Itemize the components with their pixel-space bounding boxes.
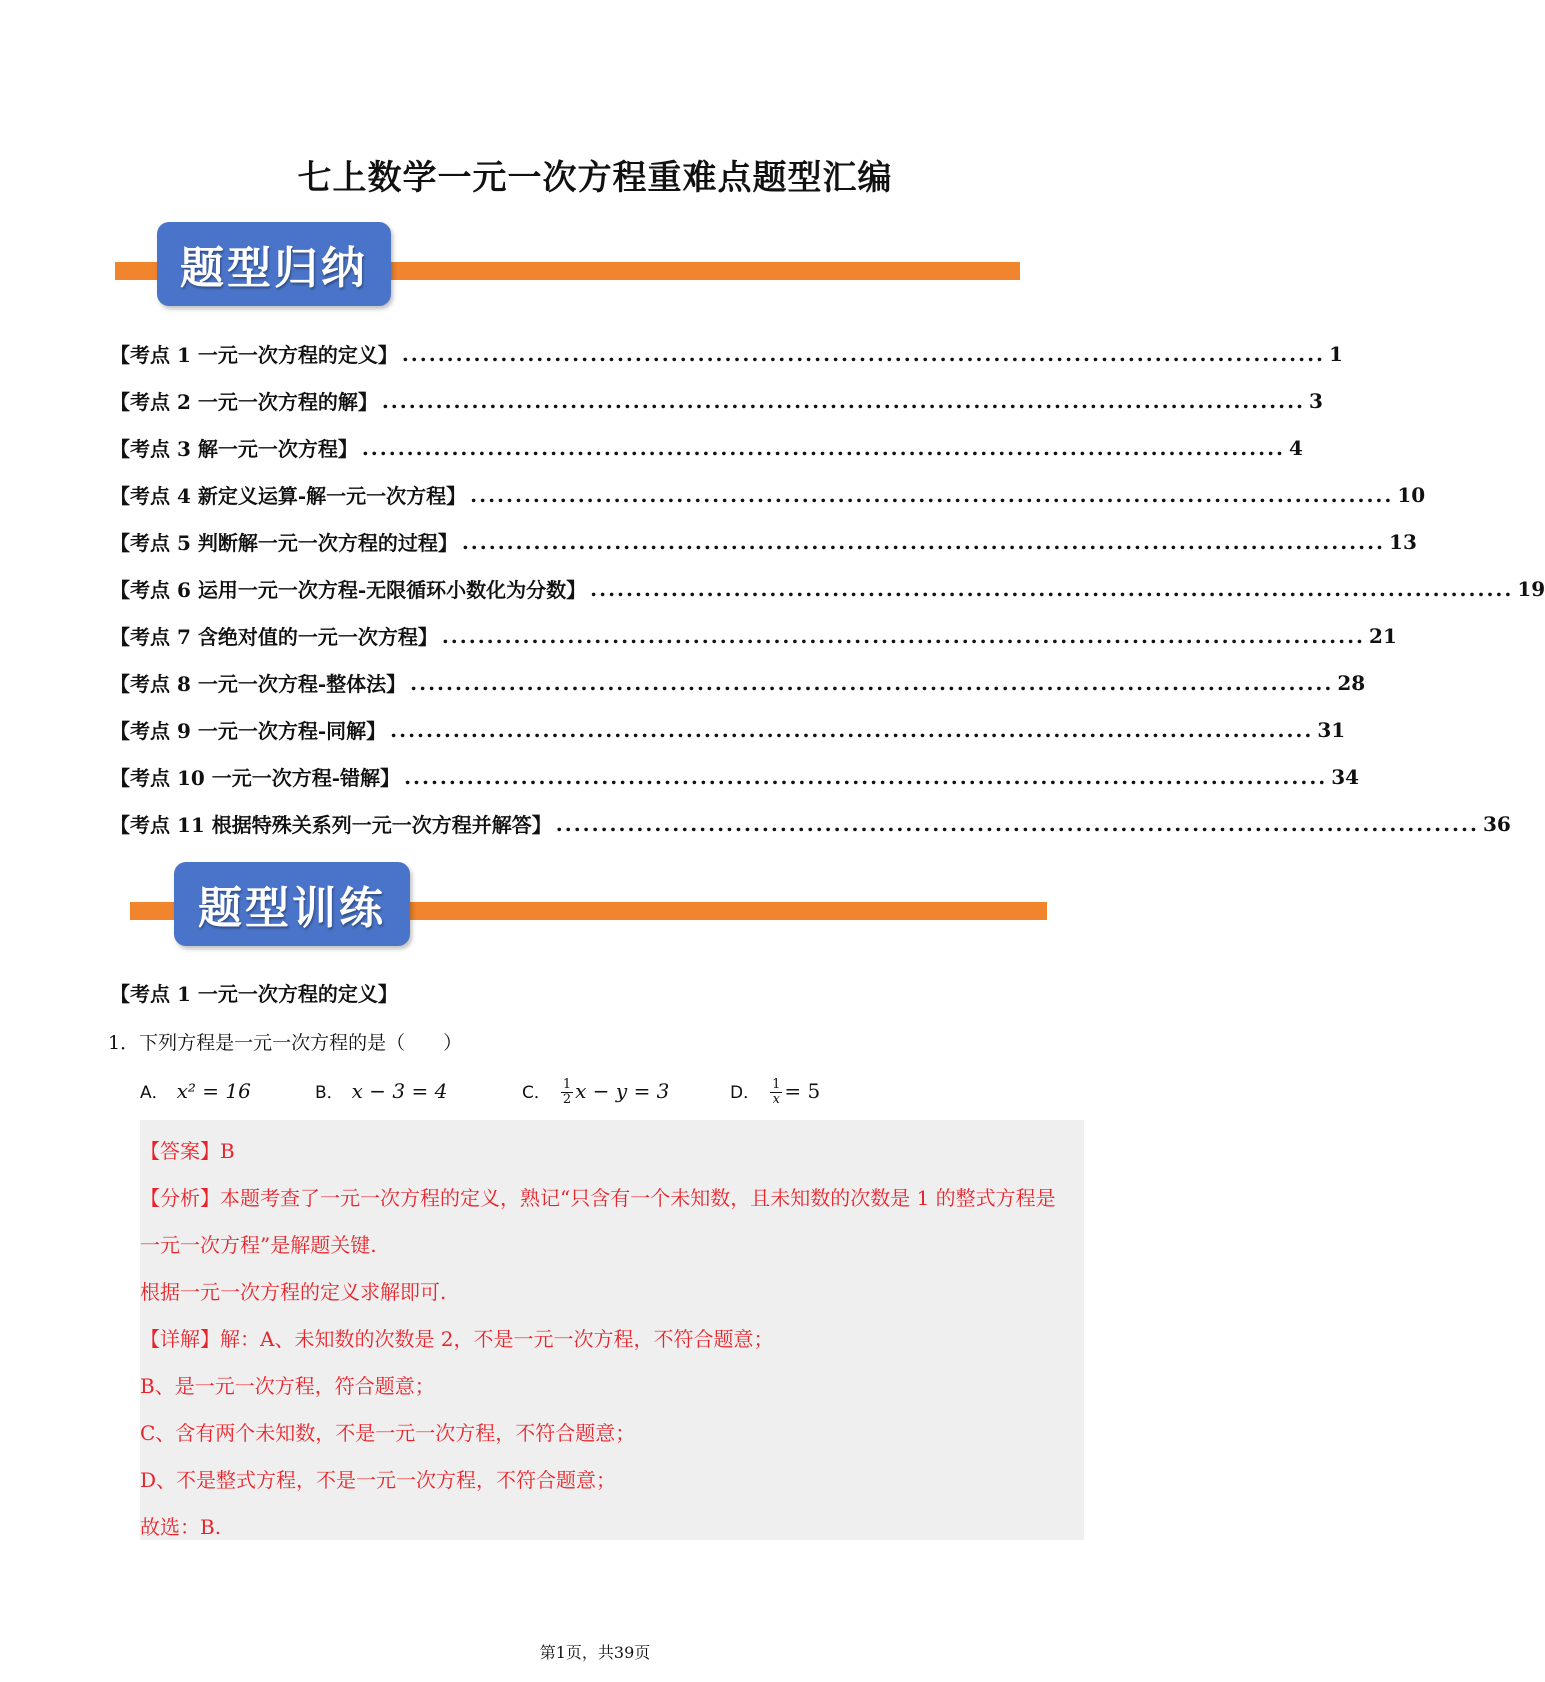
toc-label: 【考点 6 运用一元一次方程-无限循环小数化为分数】 [110, 574, 590, 603]
option-key: D． [730, 1083, 761, 1103]
toc-leader: ....................................................................................................... [404, 764, 1328, 789]
toc-item-10[interactable] [110, 753, 1360, 800]
fraction [561, 1078, 573, 1107]
analysis-line: 一元一次方程”是解题关键. [140, 1233, 377, 1257]
toc-page: 21 [1369, 623, 1397, 648]
toc-label: 【考点 2 一元一次方程的解】 [110, 386, 382, 415]
toc-label: 【考点 5 判断解一元一次方程的过程】 [110, 527, 462, 556]
toc-label: 【考点 3 解一元一次方程】 [110, 433, 362, 462]
detail-line: B、是一元一次方程，符合题意； [140, 1374, 435, 1398]
toc-item-1[interactable] [110, 330, 1343, 377]
section-heading: 【考点 1 一元一次方程的定义】 [110, 982, 398, 1006]
toc-page: 19 [1517, 576, 1545, 601]
option-b [315, 1078, 447, 1103]
toc-leader: ....................................................................................................... [401, 341, 1326, 366]
toc-item-4[interactable] [110, 471, 1426, 518]
toc-label: 【考点 9 一元一次方程-同解】 [110, 715, 390, 744]
option-expression: x − 3 = 4 [351, 1079, 448, 1103]
option-expression: x² = 16 [176, 1079, 251, 1103]
option-expression: = 5 [784, 1079, 821, 1103]
toc-leader: ....................................................................................................... [361, 435, 1286, 460]
toc-page: 34 [1331, 764, 1360, 789]
toc-page: 10 [1397, 482, 1426, 507]
answer-line: 【答案】B [140, 1139, 235, 1163]
page-footer: 第1页，共39页 [539, 1643, 651, 1662]
toc-leader: ....................................................................................................... [470, 482, 1394, 507]
summary-badge: 题型归纳 [157, 222, 391, 306]
detail-line: 【详解】解：A、未知数的次数是 2，不是一元一次方程，不符合题意； [140, 1327, 774, 1351]
fraction-denominator: 2 [562, 1092, 572, 1107]
table-of-contents [110, 330, 1545, 847]
toc-leader: ....................................................................................................... [461, 529, 1386, 554]
toc-label: 【考点 11 根据特殊关系列一元一次方程并解答】 [110, 809, 556, 838]
fraction-numerator: 1 [562, 1077, 572, 1092]
toc-leader: ....................................................................................................... [390, 717, 1314, 742]
question-stem: 1．下列方程是一元一次方程的是（ ） [108, 1032, 463, 1054]
toc-label: 【考点 8 一元一次方程-整体法】 [110, 668, 410, 697]
toc-leader: ....................................................................................................... [590, 576, 1514, 601]
training-banner [130, 862, 1047, 952]
detail-line: D、不是整式方程，不是一元一次方程，不符合题意； [140, 1468, 617, 1492]
toc-leader: ....................................................................................................... [410, 670, 1334, 695]
analysis-line: 【分析】本题考查了一元一次方程的定义，熟记“只含有一个未知数，且未知数的次数是 1 的整式方程是 [140, 1186, 1056, 1210]
option-key: A． [140, 1083, 169, 1103]
option-a [140, 1078, 251, 1103]
analysis-line: 根据一元一次方程的定义求解即可. [140, 1280, 447, 1304]
toc-page: 31 [1317, 717, 1346, 742]
toc-page: 36 [1482, 811, 1511, 836]
conclusion-line: 故选：B. [140, 1515, 222, 1539]
fraction [770, 1078, 782, 1107]
toc-item-9[interactable] [110, 706, 1346, 753]
toc-page: 28 [1337, 670, 1366, 695]
toc-item-6[interactable] [110, 565, 1545, 612]
toc-label: 【考点 1 一元一次方程的定义】 [110, 339, 402, 368]
toc-leader: ....................................................................................................... [555, 811, 1479, 836]
page-title: 七上数学一元一次方程重难点题型汇编 [297, 158, 893, 198]
toc-item-7[interactable] [110, 612, 1397, 659]
fraction-denominator: x [772, 1092, 780, 1107]
toc-item-3[interactable] [110, 424, 1303, 471]
training-badge: 题型训练 [174, 862, 410, 946]
toc-page: 1 [1329, 341, 1343, 366]
toc-item-11[interactable] [110, 800, 1511, 847]
toc-item-5[interactable] [110, 518, 1417, 565]
detail-line: C、含有两个未知数，不是一元一次方程，不符合题意； [140, 1421, 636, 1445]
toc-leader: ....................................................................................................... [381, 388, 1306, 413]
option-key: B． [315, 1083, 344, 1103]
toc-page: 4 [1289, 435, 1303, 460]
toc-item-2[interactable] [110, 377, 1323, 424]
option-d [730, 1078, 820, 1107]
fraction-numerator: 1 [772, 1077, 781, 1092]
toc-item-8[interactable] [110, 659, 1366, 706]
toc-page: 3 [1309, 388, 1323, 413]
toc-label: 【考点 7 含绝对值的一元一次方程】 [110, 621, 442, 650]
summary-banner [115, 222, 1020, 312]
toc-page: 13 [1389, 529, 1417, 554]
toc-label: 【考点 4 新定义运算-解一元一次方程】 [110, 480, 470, 509]
toc-label: 【考点 10 一元一次方程-错解】 [110, 762, 404, 791]
option-expression: x − y = 3 [575, 1079, 670, 1103]
option-c [522, 1078, 669, 1107]
option-key: C． [522, 1083, 551, 1103]
toc-leader: ....................................................................................................... [441, 623, 1366, 648]
